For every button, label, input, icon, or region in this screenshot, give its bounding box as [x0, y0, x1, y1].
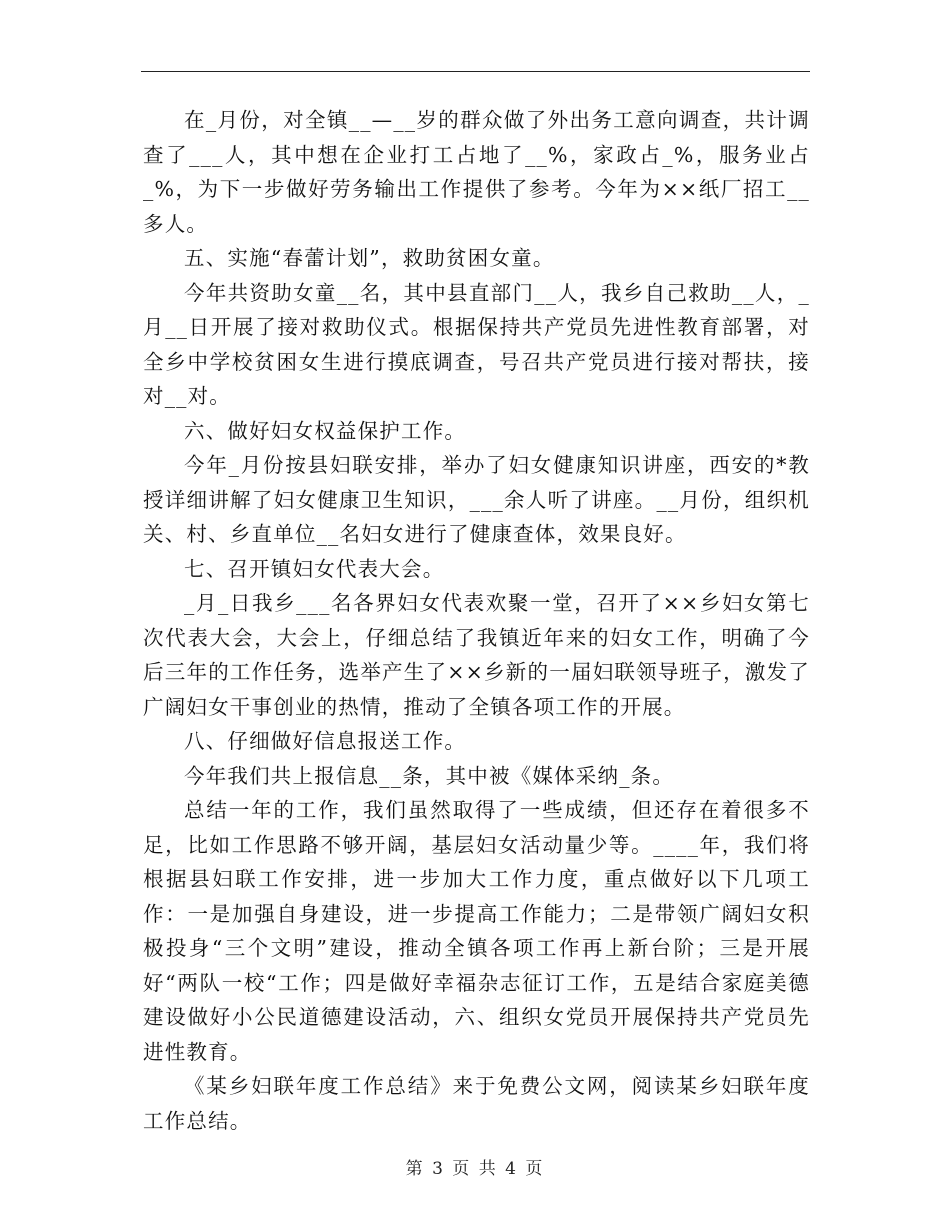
paragraph-labor-survey: 在_月份，对全镇__—__岁的群众做了外出务工意向调查，共计调查了___人，其中想在企业打工占地了__%，家政占_%，服务业占_%，为下一步做好劳务输出工作提供了参考。今年为××纸厂招工__多人。	[143, 108, 810, 236]
paragraph-info-report: 今年我们共上报信息__条，其中被《媒体采纳_条。	[184, 763, 675, 788]
paragraph-summary: 总结一年的工作，我们虽然取得了一些成绩，但还存在着很多不足，比如工作思路不够开阔，基层妇女活动量少等。____年，我们将根据县妇联工作安排，进一步加大工作力度，重点做好以下几项工作：一是加强自身建设，进一步提高工作能力；二是带领广阔妇女积极投身“三个文明”建设，推动全镇各项工作再上新台阶；三是开展好“两队一校“工作；四是做好幸福杂志征订工作，五是结合家庭美德建设做好小公民道德建设活动，六、组织女党员开展保持共产党员先进性教育。	[143, 798, 810, 1064]
section-heading-6: 六、做好妇女权益保护工作。	[184, 418, 467, 443]
document-body	[143, 103, 810, 1138]
paragraph-congress: _月_日我乡___名各界妇女代表欢聚一堂，召开了××乡妇女第七次代表大会，大会上，仔细总结了我镇近年来的妇女工作，明确了今后三年的工作任务，选举产生了××乡新的一届妇联领导班子，激发了广阔妇女干事创业的热情，推动了全镇各项工作的开展。	[143, 591, 810, 719]
section-heading-8: 八、仔细做好信息报送工作。	[184, 729, 467, 753]
page-number-footer: 第 3 页 共 4 页	[405, 1159, 545, 1179]
header-divider	[141, 71, 810, 72]
paragraph-health-lecture: 今年_月份按县妇联安排，举办了妇女健康知识讲座，西安的*教授详细讲解了妇女健康卫生知识，___余人听了讲座。__月份，组织机关、村、乡直单位__名妇女进行了健康查体，效果良好。	[143, 453, 810, 546]
section-heading-7: 七、召开镇妇女代表大会。	[184, 556, 445, 581]
section-heading-5: 五、实施“春蕾计划”，救助贫困女童。	[184, 246, 555, 270]
paragraph-girl-aid: 今年共资助女童__名，其中县直部门__人，我乡自己救助__人，_月__日开展了接对救助仪式。根据保持共产党员先进性教育部署，对全乡中学校贫困女生进行摸底调查，号召共产党员进行接对帮扶，接对__对。	[143, 280, 810, 408]
paragraph-source-note: 《某乡妇联年度工作总结》来于免费公文网，阅读某乡妇联年度工作总结。	[143, 1074, 810, 1133]
